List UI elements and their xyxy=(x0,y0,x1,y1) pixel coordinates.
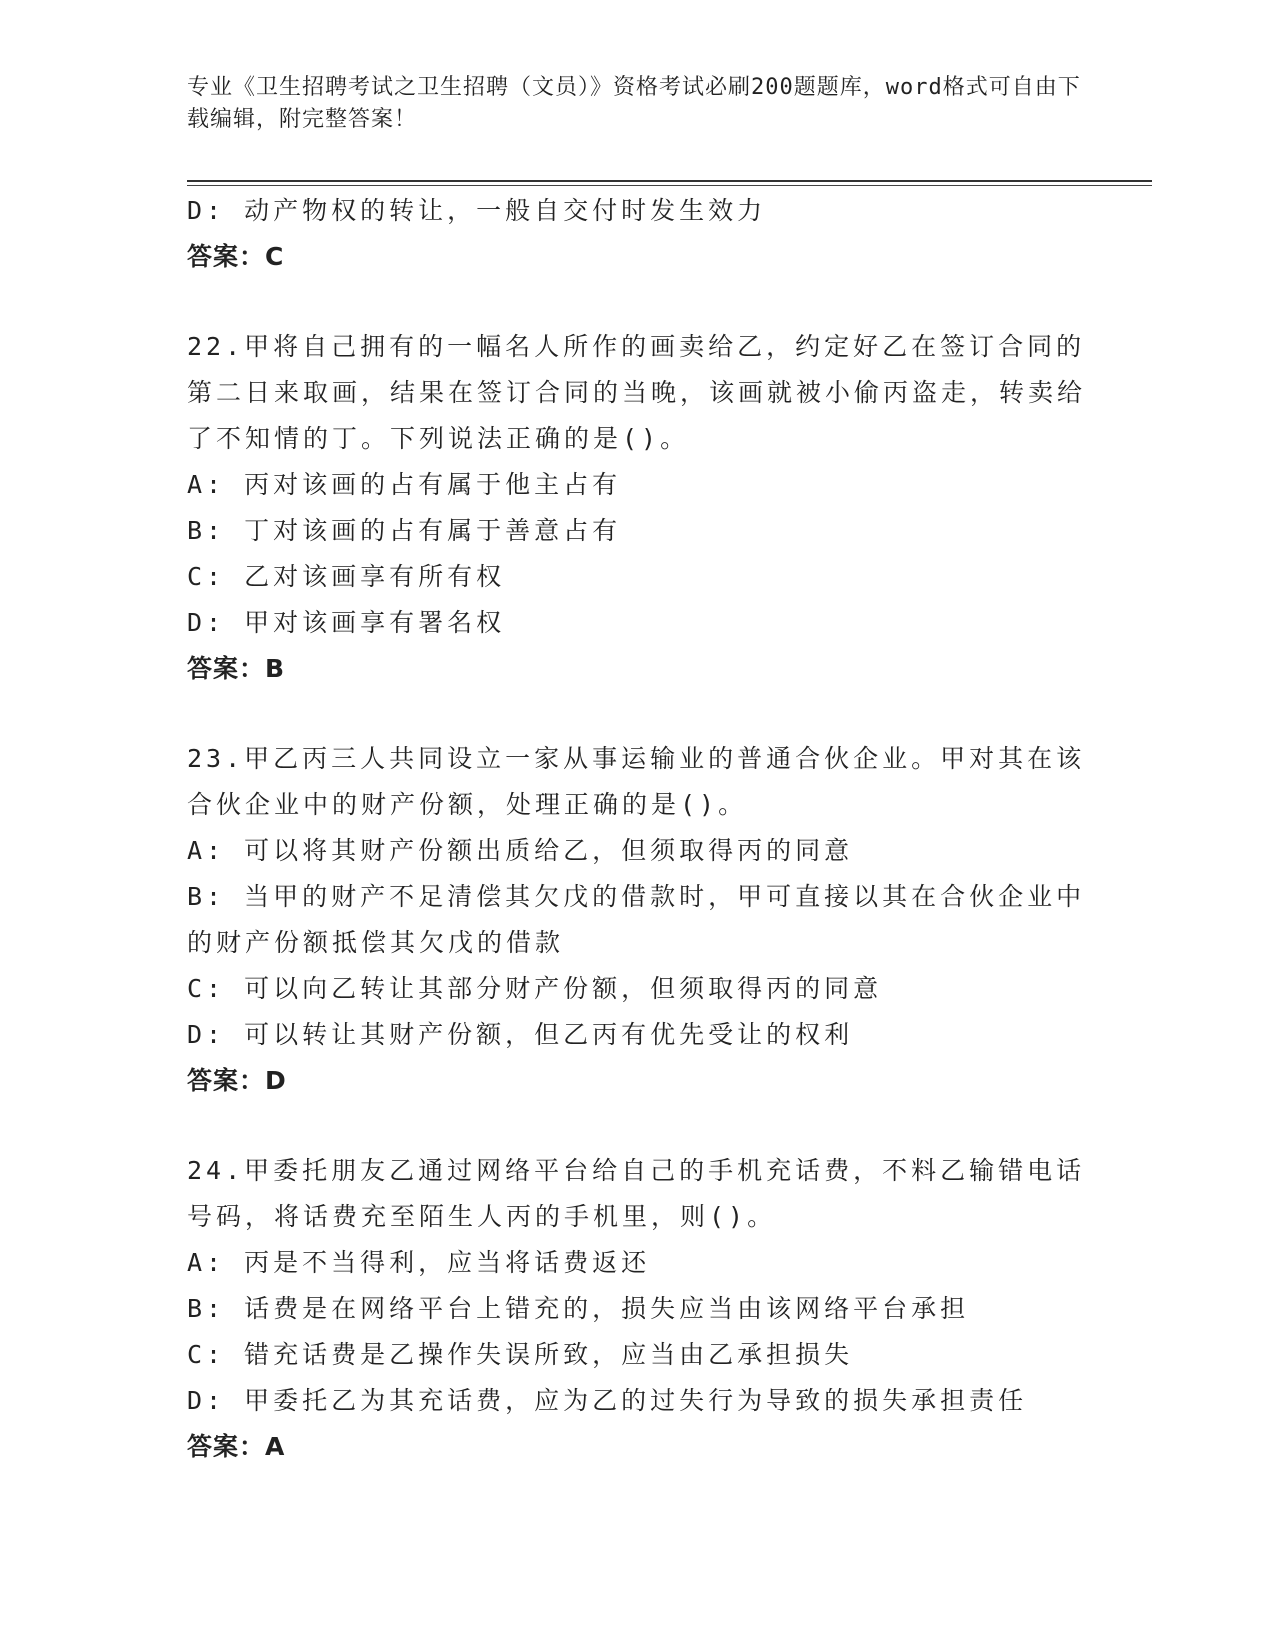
header-title: 专业《卫生招聘考试之卫生招聘（文员）》资格考试必刷200题题库，word格式可自由下载编辑，附完整答案！ xyxy=(187,75,1081,132)
question-spacer xyxy=(187,280,1087,324)
option-c: C: 错充话费是乙操作失误所致，应当由乙承担损失 xyxy=(187,1340,854,1369)
option-d: D: 可以转让其财产份额，但乙丙有优先受让的权利 xyxy=(187,1020,854,1049)
answer-line: 答案：A xyxy=(187,1432,286,1461)
answer-line: 答案：B xyxy=(187,654,286,683)
question-24 xyxy=(187,1148,1087,1470)
option-d: D: 甲委托乙为其充话费，应为乙的过失行为导致的损失承担责任 xyxy=(187,1386,1028,1415)
question-stem: 23.甲乙丙三人共同设立一家从事运输业的普通合伙企业。甲对其在该合伙企业中的财产份额，处理正确的是()。 xyxy=(187,744,1086,819)
question-21-tail xyxy=(187,188,1087,280)
header-rule xyxy=(187,180,1152,182)
option-b: B: 话费是在网络平台上错充的，损失应当由该网络平台承担 xyxy=(187,1294,970,1323)
question-stem: 24.甲委托朋友乙通过网络平台给自己的手机充话费，不料乙输错电话号码，将话费充至陌生人丙的手机里，则()。 xyxy=(187,1156,1086,1231)
option-b: B: 丁对该画的占有属于善意占有 xyxy=(187,516,622,545)
option-c: C: 可以向乙转让其部分财产份额，但须取得丙的同意 xyxy=(187,974,883,1003)
question-23 xyxy=(187,736,1087,1104)
question-spacer xyxy=(187,692,1087,736)
option-c: C: 乙对该画享有所有权 xyxy=(187,562,506,591)
question-22 xyxy=(187,324,1087,692)
question-stem: 22.甲将自己拥有的一幅名人所作的画卖给乙，约定好乙在签订合同的第二日来取画，结果在签订合同的当晚，该画就被小偷丙盗走，转卖给了不知情的丁。下列说法正确的是()。 xyxy=(187,332,1087,453)
answer-line: 答案：D xyxy=(187,1066,287,1095)
document-body xyxy=(187,188,1087,1470)
option-d: D: 甲对该画享有署名权 xyxy=(187,608,506,637)
option-a: A: 丙对该画的占有属于他主占有 xyxy=(187,470,622,499)
answer-line: 答案：C xyxy=(187,242,285,271)
option-b: B: 当甲的财产不足清偿其欠戊的借款时，甲可直接以其在合伙企业中的财产份额抵偿其欠戊的借款 xyxy=(187,882,1086,957)
option-a: A: 可以将其财产份额出质给乙，但须取得丙的同意 xyxy=(187,836,854,865)
option-a: A: 丙是不当得利，应当将话费返还 xyxy=(187,1248,651,1277)
header-rule-secondary xyxy=(187,185,1152,186)
option-d: D: 动产物权的转让，一般自交付时发生效力 xyxy=(187,196,767,225)
question-spacer xyxy=(187,1104,1087,1148)
document-header xyxy=(187,72,1087,136)
